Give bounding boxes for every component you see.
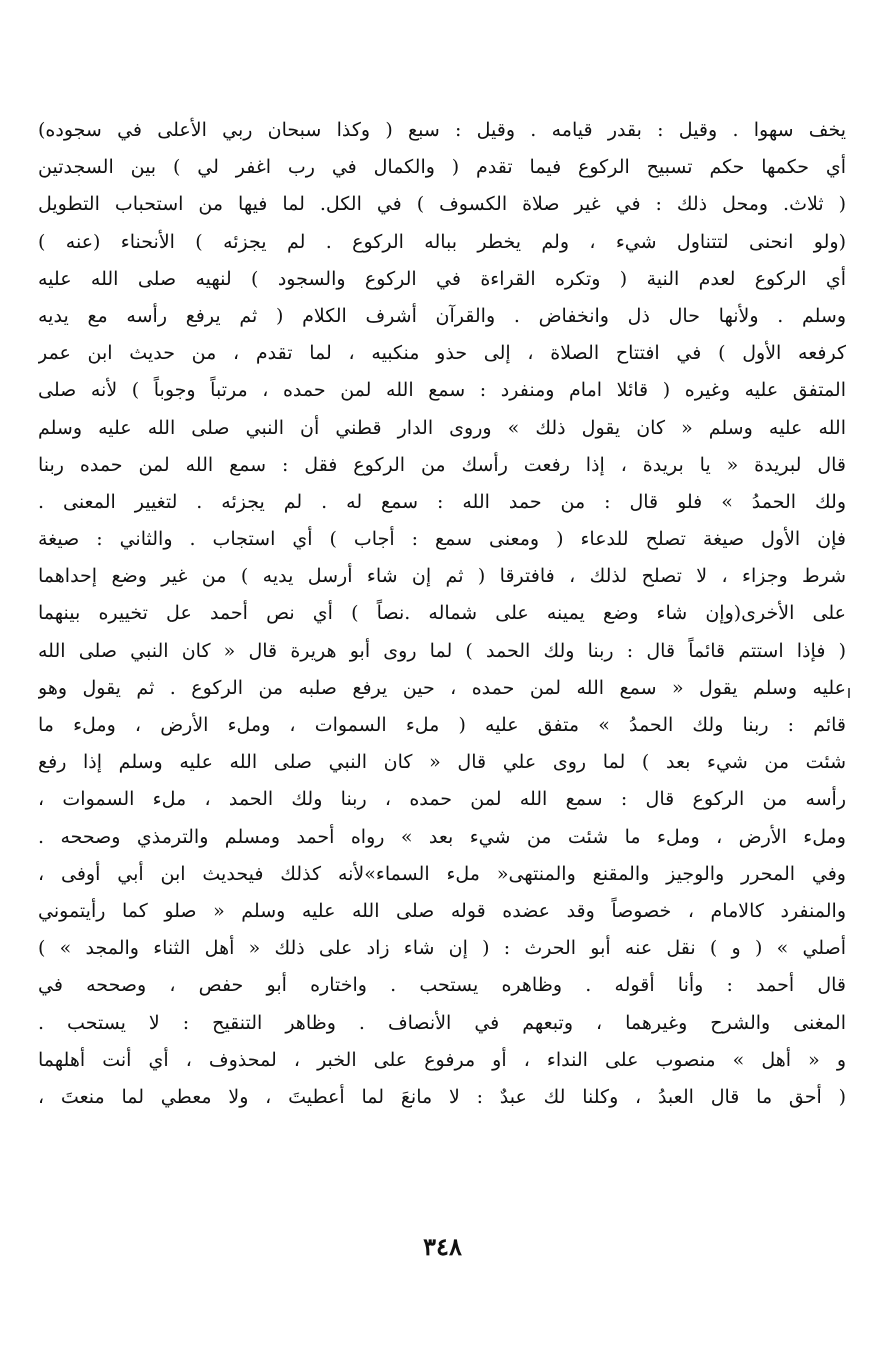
- text-line: أي حكمها حكم تسبيح الركوع فيما تقدم ( والكمال في رب اغفر لي ) بين السجدتين: [38, 156, 846, 179]
- text-line: وفي المحرر والوجيز والمقنع والمنتهى« ملء السماء»لأنه كذلك فيحديث ابن أبي أوفى ،: [38, 862, 846, 885]
- text-line: رأسه من الركوع قال : سمع الله لمن حمده ، ربنا ولك الحمد ، ملء السموات ،: [38, 788, 846, 811]
- text-line: قال أحمد : وأنا أقوله . وظاهره يستحب . واختاره أبو حفص ، وصححه في: [38, 974, 846, 997]
- page-number: ٣٤٨: [423, 1232, 462, 1261]
- text-line: أي الركوع لعدم النية ( وتكره القراءة في الركوع والسجود ) لنهيه صلى الله عليه: [38, 267, 846, 290]
- text-line: عليه وسلم يقول « سمع الله لمن حمده ، حين يرفع صلبه من الركوع . ثم يقول وهو: [38, 676, 846, 699]
- text-line: قال لبريدة « يا بريدة ، إذا رفعت رأسك من الركوع فقل : سمع الله لمن حمده ربنا: [38, 453, 846, 476]
- margin-mark: [848, 688, 850, 698]
- text-line: المغنى والشرح وغيرهما ، وتبعهم في الأنصاف . وظاهر التنقيح : لا يستحب .: [38, 1011, 846, 1034]
- text-line: وسلم . ولأنها حال ذل وانخفاض . والقرآن أشرف الكلام ( ثم يرفع رأسه مع يديه: [38, 304, 846, 327]
- text-line: على الأخرى(وإن شاء وضع يمينه على شماله .نصاً ) أي نص أحمد عل تخييره بينهما: [38, 602, 846, 625]
- text-line: وملء الأرض ، وملء ما شئت من شيء بعد » رواه أحمد ومسلم والترمذي وصححه .: [38, 825, 846, 848]
- text-line: و « أهل » منصوب على النداء ، أو مرفوع على الخبر ، لمحذوف ، أي أنت أهلهما: [38, 1048, 846, 1071]
- text-line: ( أحق ما قال العبدُ ، وكلنا لك عبدٌ : لا مانعَ لما أعطيتَ ، ولا معطي لما منعتَ ،: [38, 1085, 846, 1108]
- text-line: قائم : ربنا ولك الحمدُ » متفق عليه ( ملء السموات ، وملء الأرض ، وملء ما: [38, 714, 846, 736]
- text-line: ( ثلاث. ومحل ذلك : في غير صلاة الكسوف ) في الكل. لما فيها من استحباب التطويل: [38, 193, 846, 216]
- text-line: أصلي » ( و ) نقل عنه أبو الحرث : ( إن شاء زاد على ذلك « أهل الثناء والمجد » ): [38, 937, 846, 960]
- body-text: [38, 112, 846, 1116]
- text-line: ولك الحمدُ » فلو قال : من حمد الله : سمع له . لم يجزئه . لتغيير المعنى .: [38, 490, 846, 513]
- text-line: (ولو انحنى لتتناول شيء ، ولم يخطر بباله الركوع . لم يجزئه ) الأنحناء (عنه ): [38, 230, 846, 253]
- text-line: شئت من شيء بعد ) لما روى علي قال « كان النبي صلى الله عليه وسلم إذا رفع: [38, 751, 846, 774]
- text-line: شرط وجزاء ، لا تصلح لذلك ، فافترقا ( ثم إن شاء أرسل يديه ) من غير وضع إحداهما: [38, 565, 846, 588]
- text-line: الله عليه وسلم « كان يقول ذلك » وروى الدار قطني أن النبي صلى الله عليه وسلم: [38, 416, 846, 439]
- text-line: والمنفرد كالامام ، خصوصاً وقد عضده قوله صلى الله عليه وسلم « صلو كما رأيتموني: [38, 899, 846, 922]
- text-line: فإن الأول صيغة تصلح للدعاء ( ومعنى سمع : أجاب ) أي استجاب . والثاني : صيغة: [38, 528, 846, 551]
- text-line: ( فإذا استتم قائماً قال : ربنا ولك الحمد ) لما روى أبو هريرة قال « كان النبي صلى الله: [38, 639, 846, 662]
- text-line: كرفعه الأول ) في افتتاح الصلاة ، إلى حذو منكبيه ، لما تقدم ، من حديث ابن عمر: [38, 342, 846, 365]
- text-line: المتفق عليه وغيره ( قائلا امام ومنفرد : سمع الله لمن حمده ، مرتباً وجوباً ) لأنه صلى: [38, 379, 846, 402]
- text-line: يخف سهوا . وقيل : بقدر قيامه . وقيل : سبع ( وكذا سبحان ربي الأعلى في سجوده): [38, 119, 846, 141]
